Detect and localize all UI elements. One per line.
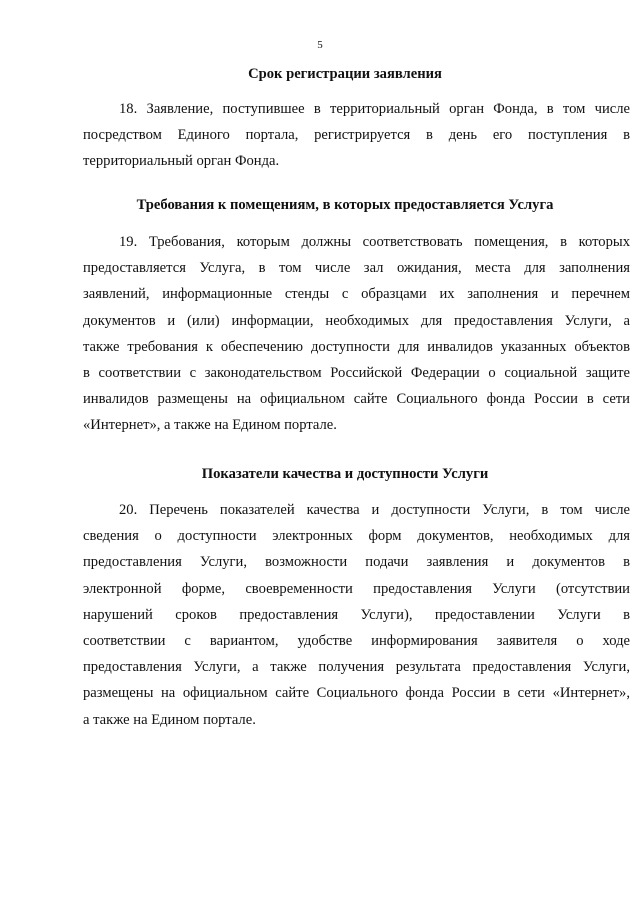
paragraph-line: соответствии с вариантом, удобстве информирования заявителя о ходе bbox=[83, 632, 630, 649]
paragraph-line: сведения о доступности электронных форм документов, необходимых для bbox=[83, 528, 630, 545]
paragraph-line: предоставления Услуги, возможности подачи заявления и документов в bbox=[83, 554, 630, 571]
paragraph-line: 18. Заявление, поступившее в территориальный орган Фонда, в том числе bbox=[119, 101, 630, 117]
paragraph-19 bbox=[83, 229, 630, 439]
paragraph-18 bbox=[83, 96, 630, 175]
paragraph-line: «Интернет», а также на Едином портале. bbox=[83, 417, 337, 434]
paragraph-line: инвалидов размещены на официальном сайте Социального фонда России в сети bbox=[83, 391, 630, 408]
paragraph-line: электронной форме, своевременности предоставления Услуги (отсутствии bbox=[83, 580, 630, 597]
paragraph-line: нарушений сроков предоставления Услуги), предоставлении Услуги в bbox=[83, 606, 630, 623]
page-number: 5 bbox=[317, 39, 323, 51]
section-heading-registration-term: Срок регистрации заявления bbox=[248, 66, 442, 82]
section-heading-premises-requirements: Требования к помещениям, в которых предоставляется Услуга bbox=[136, 197, 554, 213]
paragraph-line: территориальный орган Фонда. bbox=[83, 153, 280, 170]
paragraph-line: также требования к обеспечению доступности для инвалидов указанных объектов bbox=[83, 338, 630, 355]
paragraph-line: предоставления Услуги, а также получения результата предоставления Услуги, bbox=[83, 659, 630, 676]
paragraph-line: размещены на официальном сайте Социального фонда России в сети «Интернет», bbox=[83, 685, 630, 702]
paragraph-line: в соответствии с законодательством Российской Федерации о социальной защите bbox=[83, 364, 630, 381]
paragraph-line: а также на Едином портале. bbox=[83, 711, 256, 728]
paragraph-line: 20. Перечень показателей качества и доступности Услуги, в том числе bbox=[119, 502, 630, 518]
paragraph-line: документов и (или) информации, необходимых для предоставления Услуги, а bbox=[83, 312, 630, 329]
paragraph-line: предоставляется Услуга, в том числе зал ожидания, места для заполнения bbox=[83, 260, 630, 277]
paragraph-line: 19. Требования, которым должны соответствовать помещения, в которых bbox=[119, 234, 630, 250]
paragraph-line: заявлений, информационные стенды с образцами их заполнения и перечнем bbox=[83, 286, 630, 303]
paragraph-line: посредством Единого портала, регистрируется в день его поступления в bbox=[83, 127, 630, 144]
paragraph-20 bbox=[83, 497, 630, 733]
section-heading-quality-indicators: Показатели качества и доступности Услуги bbox=[201, 466, 489, 482]
